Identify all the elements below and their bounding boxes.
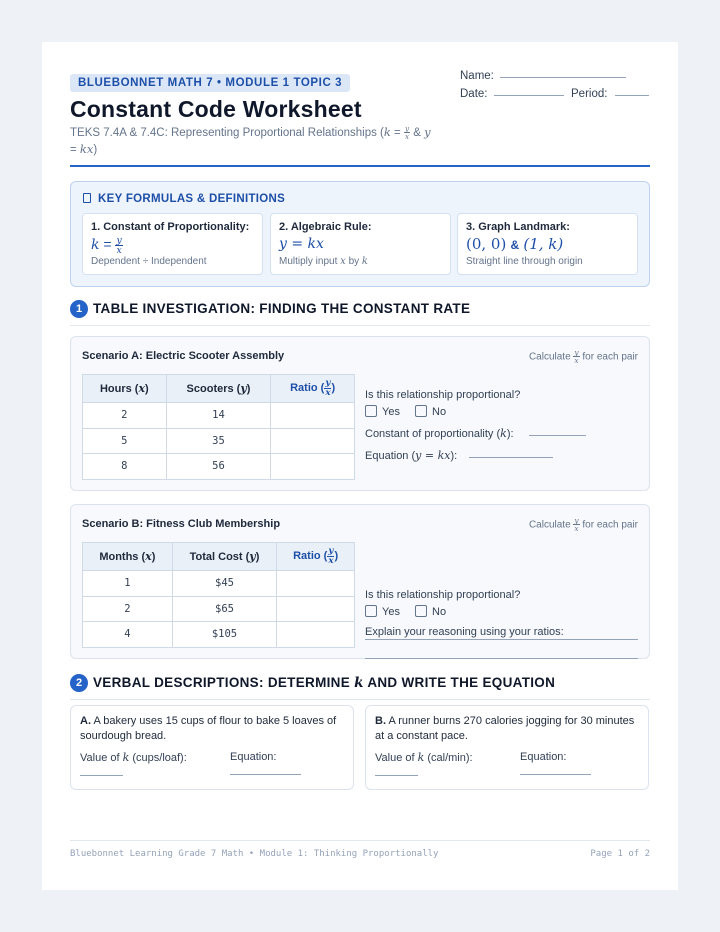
- constant-answer-field[interactable]: [529, 435, 586, 436]
- scenario-b-card: Scenario B: Fitness Club Membership Calculate $\frac{y}{x}$ for each pair Months (x) Total Cost (y) Ratio ( $\frac{y}{x}$ ) 1 $45 2 $65 4 $105 Is this relationship proportional? Yes No Explain your reasoning using your ratios:: [70, 504, 650, 659]
- value-k-field[interactable]: [375, 775, 418, 776]
- page-number: Page 1 of 2: [590, 849, 650, 859]
- formula-card-graph: 3. Graph Landmark: (0, 0) & (1, k) Straight line through origin: [457, 213, 638, 275]
- ratio-hint: Calculate $\frac{y}{x}$ for each pair: [528, 516, 638, 534]
- name-label: Name:: [460, 70, 494, 82]
- section-1-heading: 1 TABLE INVESTIGATION: FINDING THE CONSTANT RATE: [70, 300, 650, 326]
- worksheet-page: [42, 42, 678, 890]
- equation-label: Equation (y = kx):: [365, 449, 458, 462]
- bookmark-icon: [83, 193, 91, 203]
- ratio-answer-cell[interactable]: [277, 596, 355, 622]
- yes-no-options: [365, 605, 458, 618]
- period-label: Period:: [571, 88, 608, 100]
- worksheet-title: Constant Code Worksheet: [70, 96, 362, 122]
- table-row: 2 14: [83, 403, 355, 429]
- footer-course: Bluebonnet Learning Grade 7 Math • Module 1: Thinking Proportionally: [70, 849, 439, 859]
- no-checkbox[interactable]: No: [415, 405, 446, 418]
- reasoning-line-1[interactable]: [365, 658, 638, 659]
- yes-no-options: [365, 405, 458, 418]
- module-tag: BLUEBONNET MATH 7 • MODULE 1 TOPIC 3: [70, 74, 350, 92]
- yes-checkbox[interactable]: Yes: [365, 605, 400, 618]
- constant-label: Constant of proportionality (k):: [365, 427, 514, 440]
- footer-divider: [70, 840, 650, 841]
- ratio-answer-cell[interactable]: [271, 428, 355, 454]
- algebraic-formula: y = kx: [279, 236, 324, 252]
- graph-landmarks: (0, 0) & (1, k): [466, 235, 564, 253]
- value-k-label: Value of k (cal/min):: [375, 751, 473, 764]
- ratio-answer-cell[interactable]: [277, 571, 355, 597]
- date-label: Date:: [460, 88, 488, 100]
- proportional-question: Is this relationship proportional?: [365, 589, 521, 601]
- date-field[interactable]: [494, 95, 564, 96]
- table-row: 4 $105: [83, 622, 355, 648]
- table-row: 8 56: [83, 454, 355, 480]
- verbal-card-b: B. A runner burns 270 calories jogging for 30 minutes at a constant pace. Value of k (cal/min): Equation:: [365, 705, 649, 790]
- scenario-b-table: Months (x) Total Cost (y) Ratio ( $\frac{y}{x}$ ) 1 $45 2 $65 4 $105: [82, 542, 355, 648]
- ratio-answer-cell[interactable]: [277, 622, 355, 648]
- constant-formula: k = $\frac{y}{x}$: [91, 234, 122, 256]
- equation-field[interactable]: [230, 774, 301, 775]
- reasoning-line-2[interactable]: [365, 639, 638, 640]
- explain-label: Explain your reasoning using your ratios:: [365, 626, 564, 638]
- key-formulas-panel: [70, 181, 650, 287]
- equation-label: Equation:: [520, 751, 567, 763]
- header-divider: [70, 165, 650, 167]
- table-row: 5 35: [83, 428, 355, 454]
- no-checkbox[interactable]: No: [415, 605, 446, 618]
- equation-answer-field[interactable]: [469, 457, 553, 458]
- table-row: 1 $45: [83, 571, 355, 597]
- verbal-card-a: A. A bakery uses 15 cups of flour to bake 5 loaves of sourdough bread. Value of k (cups/loaf): Equation:: [70, 705, 354, 790]
- yes-checkbox[interactable]: Yes: [365, 405, 400, 418]
- scenario-a-card: Scenario A: Electric Scooter Assembly Calculate $\frac{y}{x}$ for each pair Hours (x) Scooters (y) Ratio ( $\frac{y}{x}$ ) 2 14 5 35 8 56 Is this relationship proportional? Yes No Constant of proportionality (k): Equation (y = kx):: [70, 336, 650, 491]
- ratio-answer-cell[interactable]: [271, 454, 355, 480]
- ratio-answer-cell[interactable]: [271, 403, 355, 429]
- worksheet-subtitle: TEKS 7.4A & 7.4C: Representing Proportional Relationships (k = $\frac{y}{x}$ & y = kx): [70, 124, 431, 156]
- period-field[interactable]: [615, 95, 649, 96]
- value-k-label: Value of k (cups/loaf):: [80, 751, 187, 764]
- ratio-hint: Calculate $\frac{y}{x}$ for each pair: [528, 348, 638, 366]
- section-number-badge: 1: [70, 300, 88, 318]
- value-k-field[interactable]: [80, 775, 123, 776]
- equation-field[interactable]: [520, 774, 591, 775]
- formula-card-algebraic: 2. Algebraic Rule: y = kx Multiply input x by k: [270, 213, 451, 275]
- key-formulas-title: KEY FORMULAS & DEFINITIONS: [83, 193, 285, 205]
- section-2-heading: 2 VERBAL DESCRIPTIONS: DETERMINE k AND WRITE THE EQUATION: [70, 674, 650, 700]
- table-row: 2 $65: [83, 596, 355, 622]
- formula-card-constant: 1. Constant of Proportionality: k = $\frac{y}{x}$ Dependent ÷ Independent: [82, 213, 263, 275]
- section-number-badge: 2: [70, 674, 88, 692]
- scenario-a-table: Hours (x) Scooters (y) Ratio ( $\frac{y}{x}$ ) 2 14 5 35 8 56: [82, 374, 355, 480]
- equation-label: Equation:: [230, 751, 277, 763]
- proportional-question: Is this relationship proportional?: [365, 389, 521, 401]
- name-field[interactable]: [500, 77, 626, 78]
